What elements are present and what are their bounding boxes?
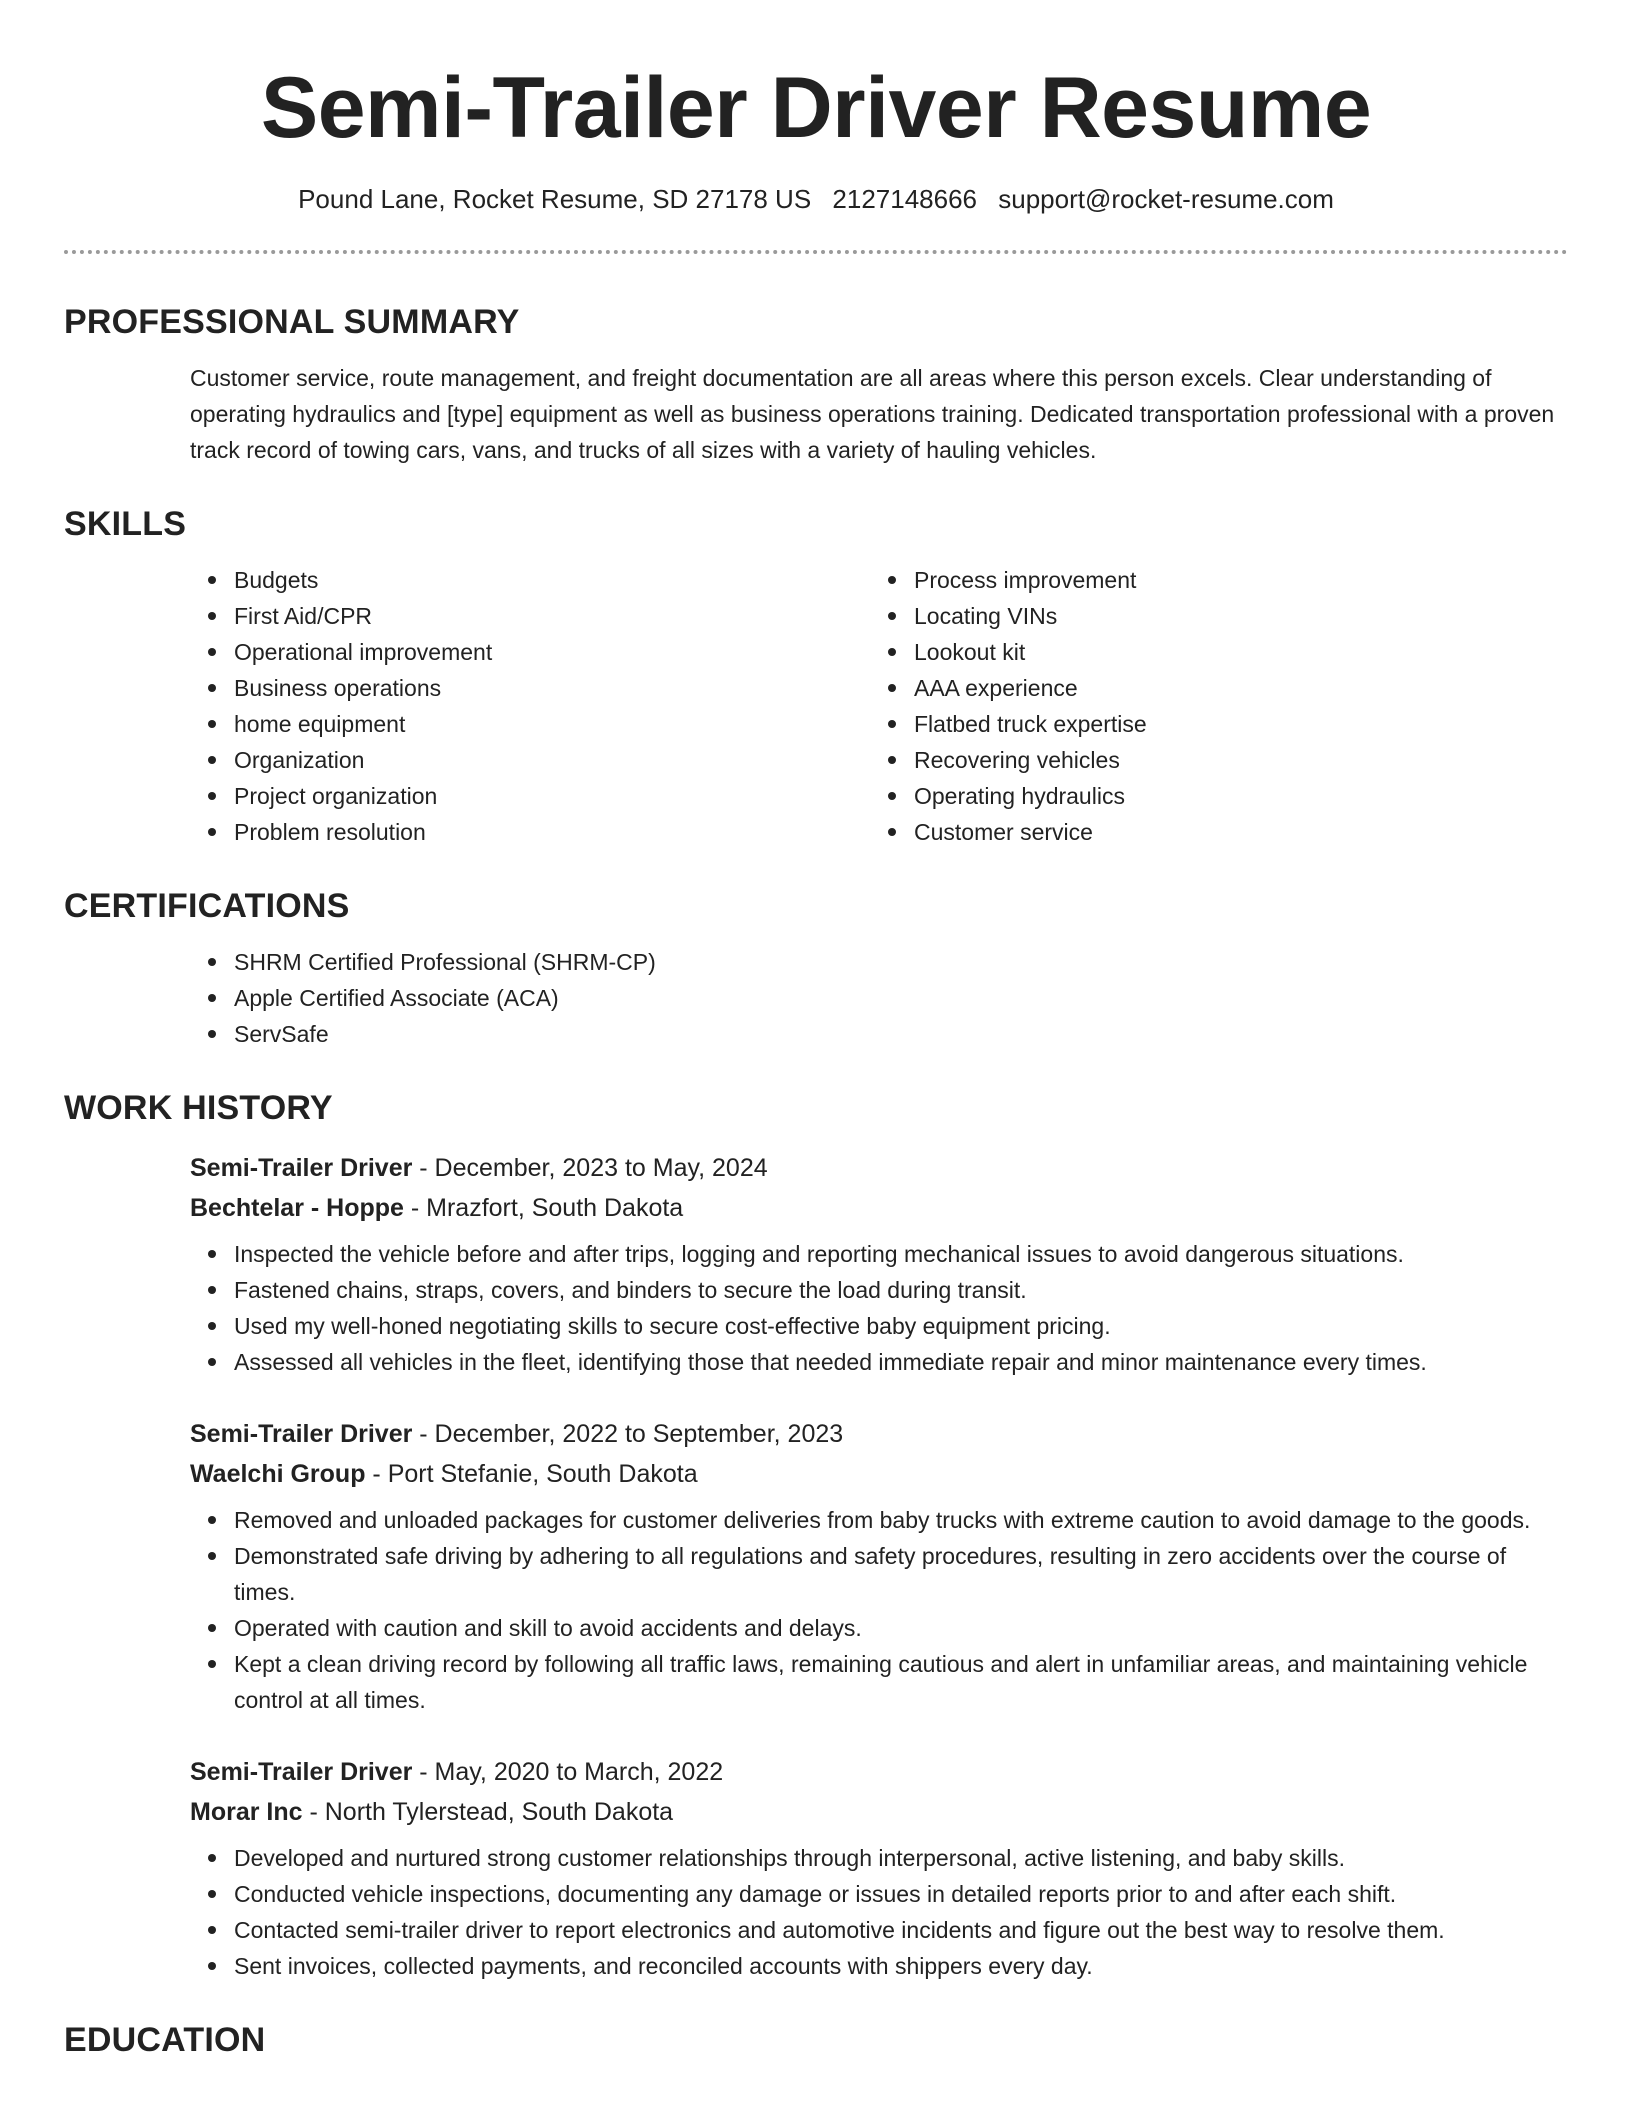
skill-item: Recovering vehicles xyxy=(870,742,1550,778)
job-company-line xyxy=(190,1188,1570,1228)
summary-heading: PROFESSIONAL SUMMARY xyxy=(64,303,520,341)
certifications-heading: CERTIFICATIONS xyxy=(64,887,350,925)
summary-section xyxy=(64,298,1568,468)
skill-item: Business operations xyxy=(190,670,870,706)
job-bullet: Kept a clean driving record by following all traffic laws, remaining cautious and alert in unfamiliar areas, and maintaining vehicle control at all times. xyxy=(190,1646,1570,1718)
job-dates: - May, 2020 to March, 2022 xyxy=(412,1758,724,1786)
skill-item: Operating hydraulics xyxy=(870,778,1550,814)
job-company-line xyxy=(190,1454,1570,1494)
skill-item: Lookout kit xyxy=(870,634,1550,670)
resume-content xyxy=(64,298,1568,2064)
certifications-section xyxy=(64,882,1568,1052)
job-location: - Port Stefanie, South Dakota xyxy=(365,1460,698,1488)
skill-item: Customer service xyxy=(870,814,1550,850)
education-heading: EDUCATION xyxy=(64,2021,266,2059)
job-bullet: Assessed all vehicles in the fleet, identifying those that needed immediate repair and minor maintenance every times. xyxy=(190,1344,1570,1380)
work-history-heading: WORK HISTORY xyxy=(64,1089,333,1127)
contact-address: Pound Lane, Rocket Resume, SD 27178 US xyxy=(298,184,812,214)
job-title-line xyxy=(190,1752,1570,1792)
skill-item: First Aid/CPR xyxy=(190,598,870,634)
job-bullet: Developed and nurtured strong customer relationships through interpersonal, active listening, and baby skills. xyxy=(190,1840,1570,1876)
job-bullet: Sent invoices, collected payments, and reconciled accounts with shippers every day. xyxy=(190,1948,1570,1984)
certification-item: Apple Certified Associate (ACA) xyxy=(190,980,1568,1016)
job-dates: - December, 2022 to September, 2023 xyxy=(412,1420,844,1448)
skill-item: Process improvement xyxy=(870,562,1550,598)
job-entry xyxy=(190,1148,1570,1380)
skill-item: Operational improvement xyxy=(190,634,870,670)
job-company-line xyxy=(190,1792,1570,1832)
education-section xyxy=(64,2016,1568,2064)
job-bullet: Fastened chains, straps, covers, and binders to secure the load during transit. xyxy=(190,1272,1570,1308)
skill-item: Project organization xyxy=(190,778,870,814)
skill-item: Budgets xyxy=(190,562,870,598)
skill-item: Problem resolution xyxy=(190,814,870,850)
certifications-list xyxy=(190,944,1568,1052)
header-divider xyxy=(64,250,1568,254)
job-company: Morar Inc xyxy=(190,1798,303,1826)
job-bullet: Conducted vehicle inspections, documenting any damage or issues in detailed reports prior to and after each shift. xyxy=(190,1876,1570,1912)
skills-heading: SKILLS xyxy=(64,505,187,543)
skills-list-left xyxy=(190,562,870,850)
skill-item: home equipment xyxy=(190,706,870,742)
job-title-line xyxy=(190,1414,1570,1454)
job-location: - North Tylerstead, South Dakota xyxy=(302,1798,674,1826)
resume-title: Semi-Trailer Driver Resume xyxy=(260,60,1372,156)
job-title: Semi-Trailer Driver xyxy=(190,1154,413,1182)
job-company: Waelchi Group xyxy=(190,1460,366,1488)
job-title: Semi-Trailer Driver xyxy=(190,1758,413,1786)
skills-list-right xyxy=(870,562,1550,850)
certification-item: ServSafe xyxy=(190,1016,1568,1052)
work-history-section xyxy=(64,1084,1568,1984)
job-bullet: Contacted semi-trailer driver to report electronics and automotive incidents and figure out the best way to resolve them. xyxy=(190,1912,1570,1948)
job-dates: - December, 2023 to May, 2024 xyxy=(412,1154,768,1182)
contact-email[interactable]: support@rocket-resume.com xyxy=(998,184,1334,214)
job-company: Bechtelar - Hoppe xyxy=(190,1194,404,1222)
summary-text: Customer service, route management, and freight documentation are all areas where this person excels. Clear understanding of operating hydraulics and [type] equipment as well as business operations training. Dedicated transportation professional with a proven track record of towing cars, vans, and trucks of all sizes with a variety of hauling vehicles. xyxy=(190,365,1555,463)
job-title-line xyxy=(190,1148,1570,1188)
skill-item: Flatbed truck expertise xyxy=(870,706,1550,742)
skill-item: AAA experience xyxy=(870,670,1550,706)
skills-columns xyxy=(190,562,1568,850)
job-bullet: Operated with caution and skill to avoid accidents and delays. xyxy=(190,1610,1570,1646)
job-title: Semi-Trailer Driver xyxy=(190,1420,413,1448)
skill-item: Locating VINs xyxy=(870,598,1550,634)
job-bullet: Removed and unloaded packages for customer deliveries from baby trucks with extreme caution to avoid damage to the goods. xyxy=(190,1502,1570,1538)
job-entry xyxy=(190,1414,1570,1718)
job-bullet: Demonstrated safe driving by adhering to all regulations and safety procedures, resulting in zero accidents over the course of times. xyxy=(190,1538,1570,1610)
job-location: - Mrazfort, South Dakota xyxy=(403,1194,684,1222)
contact-line xyxy=(0,182,1632,216)
skills-section xyxy=(64,500,1568,850)
certification-item: SHRM Certified Professional (SHRM-CP) xyxy=(190,944,1568,980)
job-bullets xyxy=(190,1502,1570,1718)
job-bullet: Used my well-honed negotiating skills to secure cost-effective baby equipment pricing. xyxy=(190,1308,1570,1344)
job-entry xyxy=(190,1752,1570,1984)
job-bullet: Inspected the vehicle before and after trips, logging and reporting mechanical issues to avoid dangerous situations. xyxy=(190,1236,1570,1272)
skill-item: Organization xyxy=(190,742,870,778)
job-bullets xyxy=(190,1236,1570,1380)
contact-phone: 2127148666 xyxy=(832,184,978,214)
job-bullets xyxy=(190,1840,1570,1984)
